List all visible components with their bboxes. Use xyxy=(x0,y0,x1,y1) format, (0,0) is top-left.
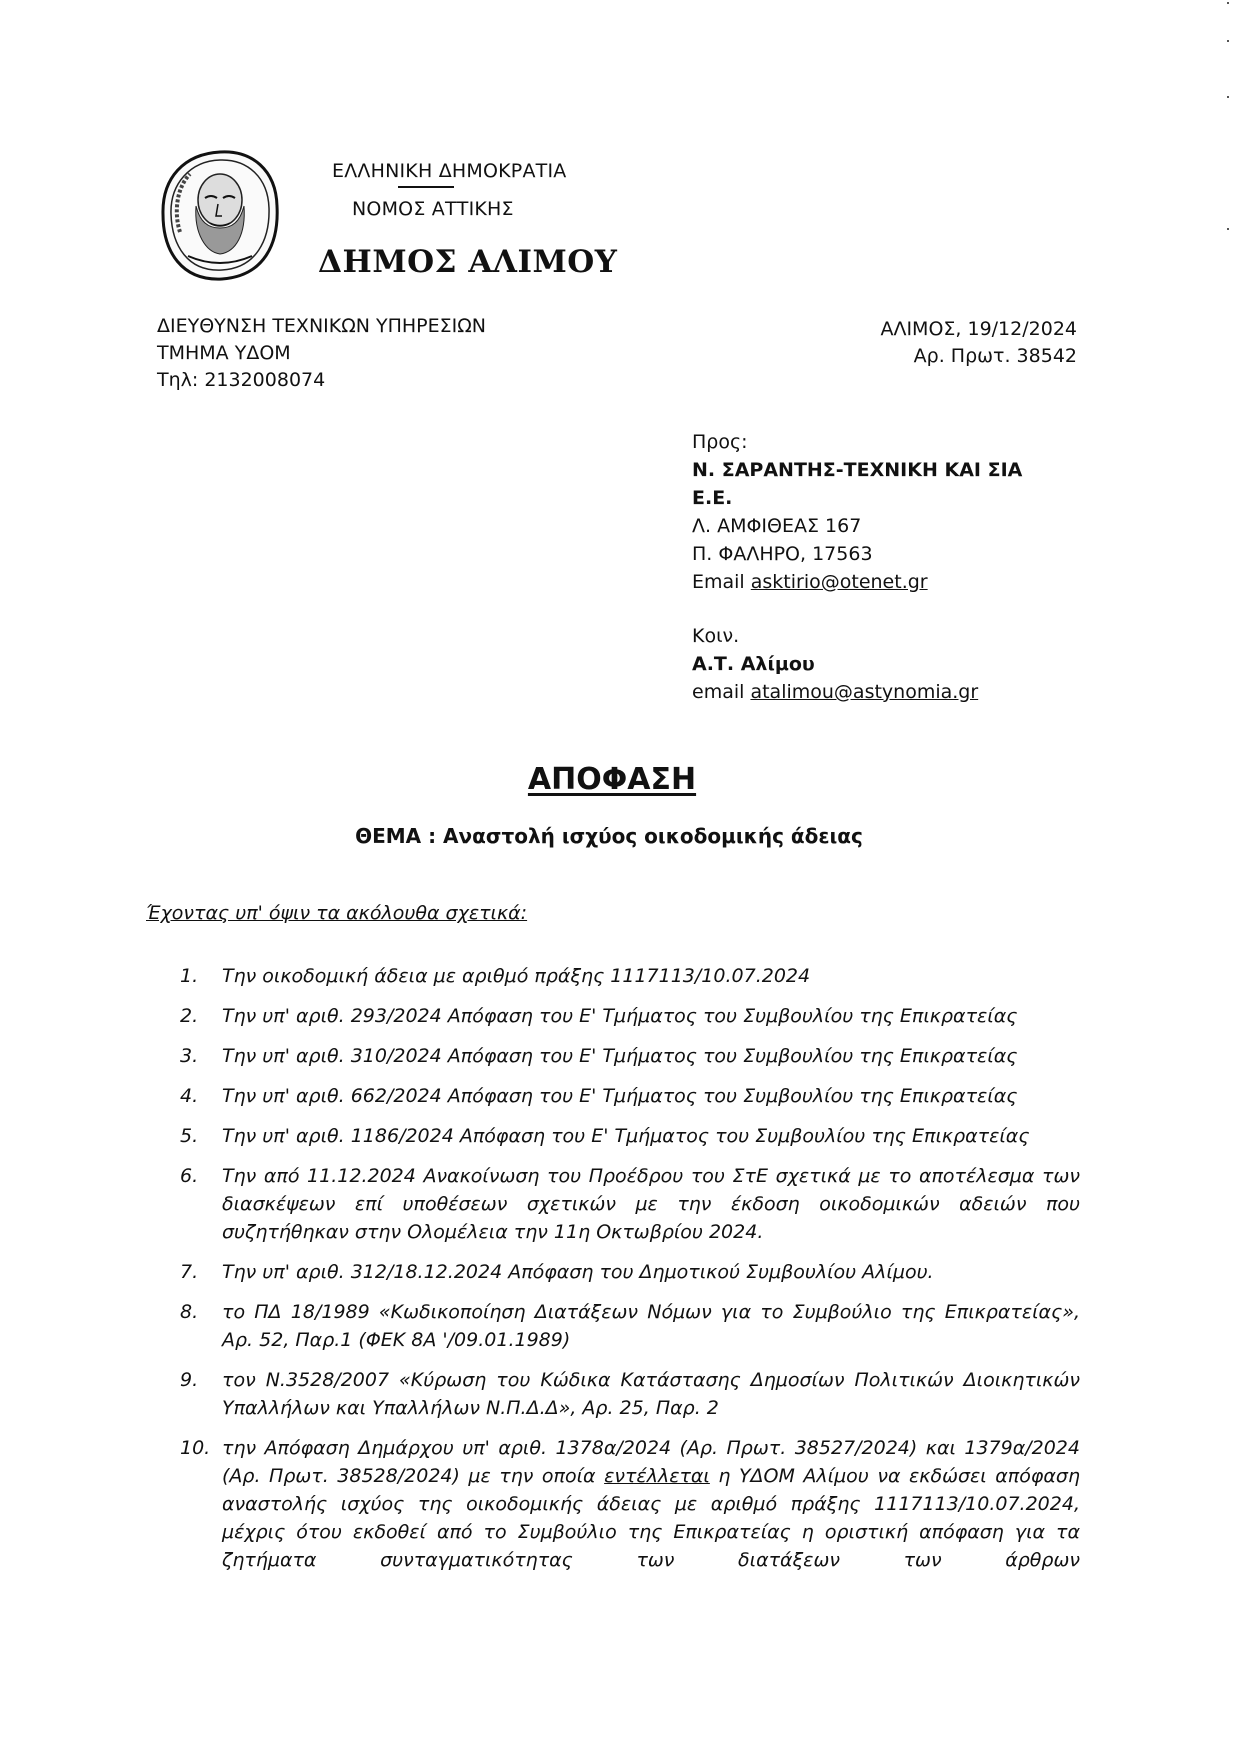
document-title xyxy=(0,762,1224,797)
cc-email-line xyxy=(692,678,978,706)
considerations-intro: Έχοντας υπ' όψιν τα ακόλουθα σχετικά: xyxy=(146,902,528,924)
recipient-label: Προς: xyxy=(692,431,748,453)
list-item-number: 9. xyxy=(180,1369,199,1391)
list-item xyxy=(180,1082,1080,1110)
list-item xyxy=(180,1042,1080,1070)
list-item-text: Την υπ' αριθ. 1186/2024 Απόφαση του Ε' Τμήματος του Συμβουλίου της Επικρατείας xyxy=(222,1125,1030,1147)
list-item-number: 8. xyxy=(180,1301,199,1323)
considerations-list xyxy=(180,962,1080,1586)
list-item-text: Την υπ' αριθ. 662/2024 Απόφαση του Ε' Τμήματος του Συμβουλίου της Επικρατείας xyxy=(222,1085,1018,1107)
document-title-text: ΑΠΟΦΑΣΗ xyxy=(527,762,697,797)
list-item-number: 6. xyxy=(180,1165,199,1187)
scan-speck xyxy=(1227,96,1229,98)
cc-name: Α.Τ. Αλίμου xyxy=(692,653,815,675)
document-subject: ΘΕΜΑ : Αναστολή ισχύος οικοδομικής άδειας xyxy=(355,824,863,848)
list-item-text: τον Ν.3528/2007 «Κύρωση του Κώδικα Κατάστασης Δημοσίων Πολιτικών Διοικητικών Υπαλλήλων και Υπαλλήλων Ν.Π.Δ.Δ», Αρ. 25, Παρ. 2 xyxy=(222,1369,1080,1419)
recipient-email-line xyxy=(692,568,1022,596)
list-item xyxy=(180,1434,1080,1574)
list-item-number: 1. xyxy=(180,965,199,987)
list-item xyxy=(180,1002,1080,1030)
list-item xyxy=(180,1258,1080,1286)
dateline-block xyxy=(880,316,1077,370)
scan-speck xyxy=(1227,228,1229,230)
list-item-number: 4. xyxy=(180,1085,199,1107)
list-item-number: 3. xyxy=(180,1045,199,1067)
list-item-number: 5. xyxy=(180,1125,199,1147)
republic-heading: ΕΛΛΗΝΙΚΗ ΔΗΜΟΚΡΑΤΙΑ xyxy=(332,160,567,182)
recipient-email-label: Email xyxy=(692,571,745,593)
list-item-text: Την από 11.12.2024 Ανακοίνωση του Προέδρου του ΣτΕ σχετικά με το αποτέλεσμα των διασκέψεων επί υποθέσεων σχετικών με την έκδοση οικοδομικών αδειών που συζητήθηκαν στην Ολομέλεια την 11η Οκτωβρίου 2024. xyxy=(222,1165,1080,1243)
sender-phone: Τηλ: 2132008074 xyxy=(157,369,326,391)
recipient-block xyxy=(692,428,1022,596)
list-item xyxy=(180,962,1080,990)
recipient-email-link[interactable]: asktirio@otenet.gr xyxy=(750,571,928,593)
scan-speck xyxy=(1227,40,1229,42)
header-divider xyxy=(398,186,454,188)
list-item-text-before: την Απόφαση Δημάρχου υπ' αριθ. 1378α/2024 (Αρ. Πρωτ. 38527/2024) και 1379α/2024 (Αρ. Πρωτ. 38528/2024) με την οποία xyxy=(222,1437,1080,1487)
place-date: ΑΛΙΜΟΣ, 19/12/2024 xyxy=(880,318,1077,340)
municipal-seal-icon xyxy=(160,148,280,282)
list-item-text: Την υπ' αριθ. 310/2024 Απόφαση του Ε' Τμήματος του Συμβουλίου της Επικρατείας xyxy=(222,1045,1018,1067)
list-item-text: Την υπ' αριθ. 293/2024 Απόφαση του Ε' Τμήματος του Συμβουλίου της Επικρατείας xyxy=(222,1005,1018,1027)
sender-department: ΤΜΗΜΑ ΥΔΟΜ xyxy=(157,342,291,364)
list-item-number: 10. xyxy=(180,1437,211,1459)
list-item-text: Την οικοδομική άδεια με αριθμό πράξης 1117113/10.07.2024 xyxy=(222,965,811,987)
list-item xyxy=(180,1298,1080,1354)
list-item-text: Την υπ' αριθ. 312/18.12.2024 Απόφαση του Δημοτικού Συμβουλίου Αλίμου. xyxy=(222,1261,934,1283)
cc-email-link[interactable]: atalimou@astynomia.gr xyxy=(750,681,979,703)
list-item xyxy=(180,1122,1080,1150)
cc-email-label: email xyxy=(692,681,745,703)
prefecture-heading: ΝΟΜΟΣ ΑΤΤΙΚΗΣ xyxy=(352,198,514,220)
recipient-name-suffix: Ε.Ε. xyxy=(692,487,733,509)
recipient-city: Π. ΦΑΛΗΡΟ, 17563 xyxy=(692,543,873,565)
list-item xyxy=(180,1162,1080,1246)
sender-block xyxy=(157,313,486,394)
cc-block xyxy=(692,622,978,706)
list-item-number: 2. xyxy=(180,1005,199,1027)
municipality-heading: ΔΗΜΟΣ ΑΛΙΜΟΥ xyxy=(318,244,618,280)
list-item-text: το ΠΔ 18/1989 «Κωδικοποίηση Διατάξεων Νόμων για το Συμβούλιο της Επικρατείας», Αρ. 52, Παρ.1 (ΦΕΚ 8Α '/09.01.1989) xyxy=(222,1301,1080,1351)
recipient-address: Λ. ΑΜΦΙΘΕΑΣ 167 xyxy=(692,515,862,537)
cc-label: Κοιν. xyxy=(692,625,740,647)
sender-directorate: ΔΙΕΥΘΥΝΣΗ ΤΕΧΝΙΚΩΝ ΥΠΗΡΕΣΙΩΝ xyxy=(157,315,486,337)
scan-speck xyxy=(1227,2,1229,4)
recipient-name: Ν. ΣΑΡΑΝΤΗΣ-ΤΕΧΝΙΚΗ ΚΑΙ ΣΙΑ xyxy=(692,459,1023,481)
protocol-number: Αρ. Πρωτ. 38542 xyxy=(913,345,1077,367)
list-item-number: 7. xyxy=(180,1261,199,1283)
list-item-emphasis: εντέλλεται xyxy=(604,1465,710,1487)
list-item-text-after: η ΥΔΟΜ Αλίμου να εκδώσει απόφαση αναστολής ισχύος της οικοδομικής άδειας με αριθμό πράξης 1117113/10.07.2024, μέχρις ότου εκδοθεί από το Συμβούλιο της Επικρατείας η οριστική απόφαση για τα ζητήματα συνταγματικότητας των διατάξεων των άρθρων xyxy=(222,1465,1080,1571)
list-item xyxy=(180,1366,1080,1422)
